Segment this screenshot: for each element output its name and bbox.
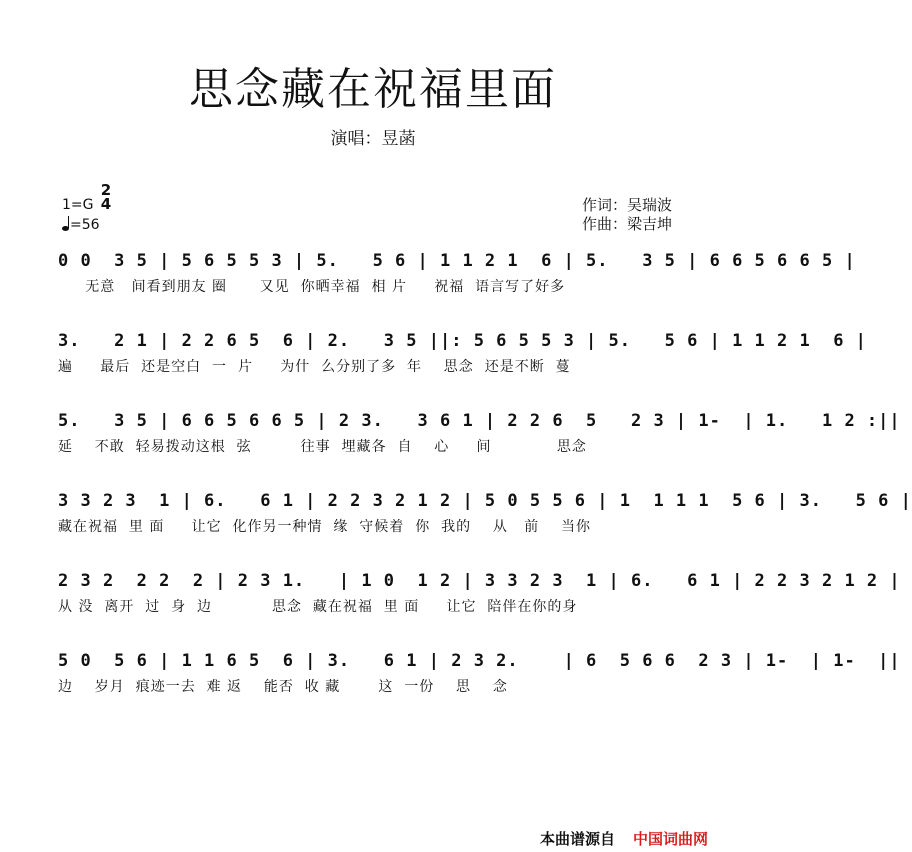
lyricist-credit: 作词：吴瑞波 (582, 196, 673, 214)
notation-line: 3. 2 1 | 2 2 6 5 6 | 2. 3 5 ||: 5 6 5 5 3 | 5. 5 6 | 1 1 2 1 6 | (58, 331, 867, 351)
score-row-5 (58, 568, 901, 626)
credits (582, 196, 672, 234)
notation-line: 2 3 2 2 2 2 | 2 3 1. | 1 0 1 2 | 3 3 2 3 1 | 6. 6 1 | 2 2 3 2 1 2 | (58, 571, 901, 591)
quarter-note-icon (62, 217, 70, 231)
notation-line: 0 0 3 5 | 5 6 5 5 3 | 5. 5 6 | 1 1 2 1 6 | 5. 3 5 | 6 6 5 6 6 5 | (58, 251, 856, 271)
notation-line: 5. 3 5 | 6 6 5 6 6 5 | 2 3. 3 6 1 | 2 2 6 5 2 3 | 1- | 1. 1 2 :|| (58, 411, 901, 431)
composer-credit: 作曲：梁吉坤 (582, 215, 673, 233)
lyric-line: 从 没 离开 过 身 边 思念 藏在祝福 里 面 让它 陪伴在你的身 (58, 599, 578, 615)
time-signature (99, 183, 113, 211)
notation-line: 3 3 2 3 1 | 6. 6 1 | 2 2 3 2 1 2 | 5 0 5 5 6 | 1 1 1 1 5 6 | 3. 5 6 | (58, 491, 912, 511)
lyric-line: 无意 间看到朋友 圈 又见 你晒幸福 相 片 祝福 语言写了好多 (58, 279, 566, 295)
lyric-line: 边 岁月 痕迹一去 难 返 能否 收 藏 这 一份 思 念 (58, 679, 508, 695)
notation-line: 5 0 5 6 | 1 1 6 5 6 | 3. 6 1 | 2 3 2. | 6 5 6 6 2 3 | 1- | 1- || (58, 651, 901, 671)
tempo-value: =56 (70, 217, 100, 233)
tempo-marking (62, 216, 100, 234)
lyric-line: 延 不敢 轻易拨动这根 弦 往事 埋藏各 自 心 间 思念 (58, 439, 587, 455)
brand-link[interactable]: 中国词曲网 (633, 830, 709, 848)
score-row-4 (58, 488, 912, 546)
singer-credit: 演唱：昱菡 (330, 129, 416, 149)
lyric-line: 遍 最后 还是空白 一 片 为什 么分别了多 年 思念 还是不断 蔓 (58, 359, 571, 375)
score-row-2 (58, 328, 867, 386)
source-label: 本曲谱源自 (540, 830, 616, 848)
key-signature: 1=G (62, 197, 94, 213)
time-signature-top: 2 (100, 181, 112, 199)
time-signature-bottom: 4 (100, 195, 112, 213)
score-row-1 (58, 248, 856, 306)
lyric-line: 藏在祝福 里 面 让它 化作另一种情 缘 守候着 你 我的 从 前 当你 (58, 519, 592, 535)
score-row-3 (58, 408, 901, 466)
song-title: 思念藏在祝福里面 (189, 64, 557, 115)
score-row-6 (58, 648, 901, 706)
source-footer (540, 830, 708, 848)
